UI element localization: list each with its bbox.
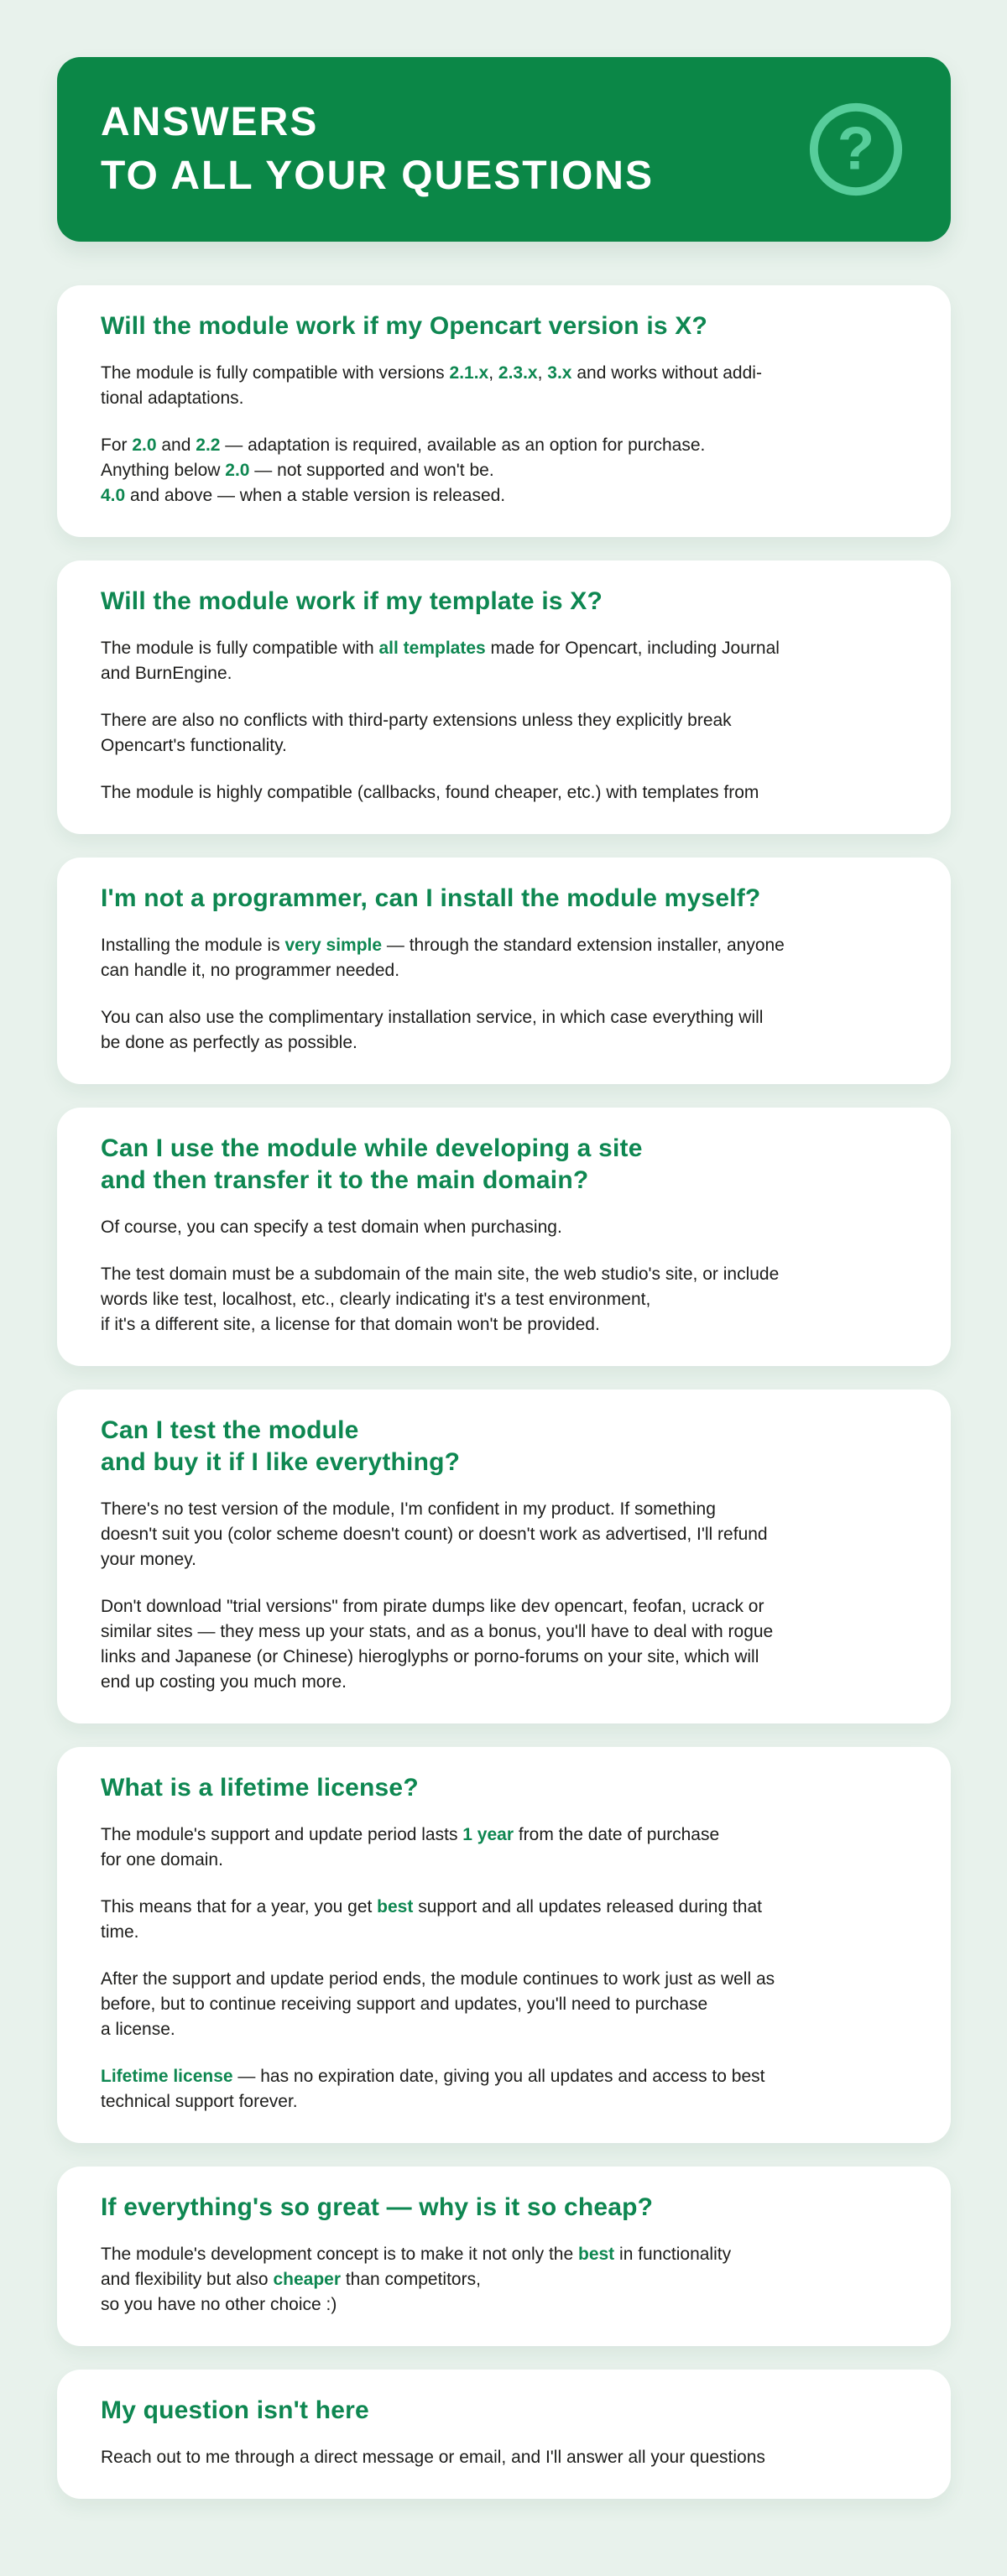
faq-card: [57, 858, 951, 1084]
highlighted-text: best: [377, 1897, 414, 1916]
answer-paragraph: [101, 933, 907, 983]
answer-paragraph: [101, 2064, 907, 2115]
highlighted-text: 2.0: [132, 435, 157, 455]
faq-card-list: [57, 285, 951, 2499]
page-header: [57, 57, 951, 242]
answer-text: — not supported and won't be.: [249, 461, 494, 480]
answer-text: — has no expiration date, giving you all updates and access to best: [232, 2067, 765, 2086]
answer-text: There's no test version of the module, I'm confident in my product. If something: [101, 1499, 716, 1519]
highlighted-text: 2.0: [225, 461, 250, 480]
answer-paragraph: [101, 1005, 907, 1056]
answer-text: — adaptation is required, available as an option for purchase.: [220, 435, 706, 455]
answer-text: links and Japanese (or Chinese) hieroglyphs or porno-forums on your site, which will: [101, 1647, 759, 1666]
answer-text: The module's development concept is to make it not only the: [101, 2245, 578, 2264]
faq-question: Can I use the module while developing a site and then transfer it to the main domain?: [101, 1134, 643, 1194]
page-title: [101, 96, 654, 203]
svg-text:?: ?: [837, 114, 875, 183]
faq-answer: [101, 1822, 907, 2115]
answer-text: so you have no other choice :): [101, 2295, 337, 2314]
answer-text: in functionality: [614, 2245, 732, 2264]
faq-card: [57, 561, 951, 834]
highlighted-text: 2.2: [196, 435, 221, 455]
answer-paragraph: [101, 1967, 907, 2042]
faq-question: My question isn't here: [101, 2396, 369, 2424]
answer-text: and BurnEngine.: [101, 664, 232, 683]
answer-text: The module is highly compatible (callbacks, found cheaper, etc.) with templates from: [101, 783, 759, 802]
answer-text: if it's a different site, a license for that domain won't be provided.: [101, 1315, 600, 1334]
answer-paragraph: [101, 708, 907, 759]
answer-text: The module is fully compatible with versions: [101, 363, 450, 383]
answer-text: made for Opencart, including Journal: [485, 639, 780, 658]
faq-card: [57, 2167, 951, 2346]
answer-paragraph: [101, 1594, 907, 1695]
answer-text: than competitors,: [341, 2270, 481, 2289]
highlighted-text: 2.3.x: [498, 363, 538, 383]
page-title-line-2: TO ALL YOUR QUESTIONS: [101, 154, 654, 198]
answer-text: before, but to continue receiving support and updates, you'll need to purchase: [101, 1995, 708, 2014]
faq-question: Will the module work if my template is X?: [101, 587, 603, 615]
answer-text: Don't download "trial versions" from pirate dumps like dev opencart, feofan, ucrack or: [101, 1597, 764, 1616]
answer-text: After the support and update period ends, the module continues to work just as well as: [101, 1969, 775, 1989]
answer-text: tional adaptations.: [101, 388, 244, 408]
faq-card: [57, 2370, 951, 2499]
answer-text: This means that for a year, you get: [101, 1897, 378, 1916]
answer-paragraph: [101, 1215, 907, 1240]
answer-text: doesn't suit you (color scheme doesn't count) or doesn't work as advertised, I'll refund: [101, 1525, 768, 1544]
answer-text: and: [156, 435, 196, 455]
highlighted-text: all templates: [378, 639, 486, 658]
answer-text: and flexibility but also: [101, 2270, 274, 2289]
faq-card: [57, 285, 951, 537]
answer-text: Of course, you can specify a test domain when purchasing.: [101, 1218, 562, 1237]
answer-text: Installing the module is: [101, 936, 285, 955]
highlighted-text: best: [578, 2245, 615, 2264]
answer-paragraph: [101, 1895, 907, 1945]
highlighted-text: cheaper: [273, 2270, 341, 2289]
answer-text: The module's support and update period lasts: [101, 1825, 463, 1844]
answer-paragraph: [101, 2242, 907, 2318]
answer-text: Opencart's functionality.: [101, 736, 287, 755]
answer-text: be done as perfectly as possible.: [101, 1033, 357, 1052]
answer-text: You can also use the complimentary installation service, in which case everything will: [101, 1008, 764, 1027]
answer-text: can handle it, no programmer needed.: [101, 961, 400, 980]
answer-text: The test domain must be a subdomain of the main site, the web studio's site, or include: [101, 1265, 780, 1284]
answer-text: time.: [101, 1922, 139, 1942]
answer-paragraph: [101, 361, 907, 411]
faq-answer: [101, 1497, 907, 1695]
answer-text: Reach out to me through a direct message or email, and I'll answer all your questions: [101, 2448, 765, 2467]
answer-text: and works without addi-: [571, 363, 762, 383]
faq-answer: [101, 636, 907, 806]
answer-text: The module is fully compatible with: [101, 639, 379, 658]
highlighted-text: 3.x: [547, 363, 572, 383]
highlighted-text: very simple: [284, 936, 383, 955]
answer-paragraph: [101, 780, 907, 806]
answer-text: For: [101, 435, 133, 455]
faq-answer: [101, 1215, 907, 1338]
faq-question: Will the module work if my Opencart version is X?: [101, 312, 708, 340]
answer-text: ,: [537, 363, 548, 383]
answer-paragraph: [101, 1497, 907, 1572]
faq-card: [57, 1108, 951, 1366]
answer-text: from the date of purchase: [514, 1825, 720, 1844]
answer-paragraph: [101, 1262, 907, 1338]
answer-text: similar sites — they mess up your stats, and as a bonus, you'll have to deal with rogue: [101, 1622, 774, 1641]
highlighted-text: 1 year: [462, 1825, 514, 1844]
faq-card: [57, 1390, 951, 1723]
answer-text: support and all updates released during that: [413, 1897, 762, 1916]
answer-paragraph: [101, 2445, 907, 2470]
answer-text: ,: [488, 363, 498, 383]
faq-question: What is a lifetime license?: [101, 1774, 419, 1802]
answer-text: a license.: [101, 2020, 175, 2039]
faq-question: Can I test the module and buy it if I like everything?: [101, 1416, 461, 1476]
answer-text: your money.: [101, 1550, 196, 1569]
highlighted-text: 2.1.x: [449, 363, 489, 383]
answer-text: Anything below: [101, 461, 226, 480]
answer-text: for one domain.: [101, 1850, 223, 1869]
answer-text: words like test, localhost, etc., clearly indicating it's a test environment,: [101, 1290, 651, 1309]
answer-paragraph: [101, 1822, 907, 1873]
faq-card: [57, 1747, 951, 2143]
highlighted-text: 4.0: [101, 486, 126, 505]
question-mark-icon: [806, 100, 905, 199]
answer-paragraph: [101, 433, 907, 508]
answer-text: technical support forever.: [101, 2092, 298, 2111]
faq-question: I'm not a programmer, can I install the module myself?: [101, 884, 761, 912]
answer-text: — through the standard extension installer, anyone: [382, 936, 785, 955]
faq-answer: [101, 2445, 907, 2470]
answer-text: There are also no conflicts with third-party extensions unless they explicitly break: [101, 711, 732, 730]
page-title-line-1: ANSWERS: [101, 100, 319, 144]
faq-answer: [101, 361, 907, 508]
answer-text: and above — when a stable version is released.: [125, 486, 506, 505]
faq-question: If everything's so great — why is it so cheap?: [101, 2193, 654, 2221]
faq-answer: [101, 933, 907, 1056]
answer-paragraph: [101, 636, 907, 686]
answer-text: end up costing you much more.: [101, 1672, 347, 1692]
faq-answer: [101, 2242, 907, 2318]
highlighted-text: Lifetime license: [101, 2067, 233, 2086]
